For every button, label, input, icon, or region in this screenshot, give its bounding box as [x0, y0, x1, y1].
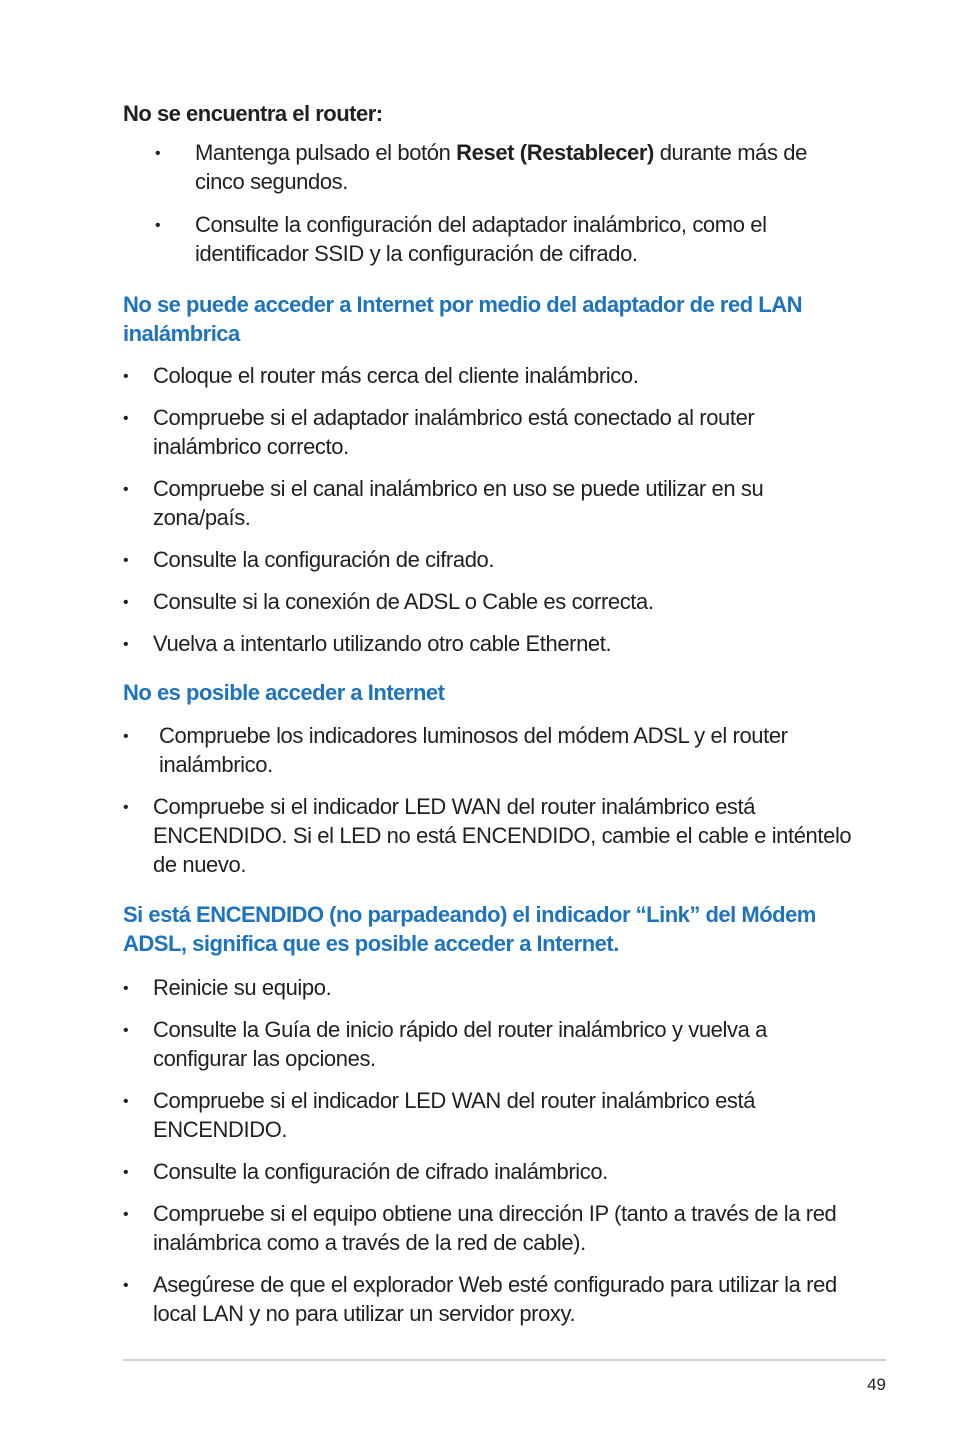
heading-no-internet: No es posible acceder a Internet: [123, 680, 445, 705]
bullet: •: [123, 1093, 129, 1110]
list-link-on: [123, 973, 853, 1328]
bullet: •: [123, 1277, 129, 1294]
list-item: • Consulte la Guía de inicio rápido del router inalámbrico y vuelva a configurar las opciones.: [123, 1017, 767, 1071]
list-item: • Consulte la configuración de cifrado.: [123, 545, 853, 574]
bullet: •: [123, 594, 129, 611]
list-item: • Compruebe si el equipo obtiene una dirección IP (tanto a través de la red inalámbrica como a través de la red de cable).: [123, 1201, 837, 1255]
list-item: • Compruebe si el indicador LED WAN del router inalámbrico está ENCENDIDO.: [123, 1088, 756, 1142]
bullet: •: [123, 636, 129, 653]
page-content: [123, 99, 853, 1328]
list-item: • Compruebe los indicadores luminosos del módem ADSL y el router inalámbrico.: [123, 723, 788, 777]
list-item: • Consulte si la conexión de ADSL o Cable es correcta.: [123, 587, 853, 616]
list-item: • Compruebe si el adaptador inalámbrico está conectado al router inalámbrico correcto.: [123, 405, 755, 459]
bullet: •: [123, 1022, 129, 1039]
list-item: • Reinicie su equipo.: [123, 973, 853, 1002]
bullet: •: [123, 1206, 129, 1223]
bullet: •: [123, 552, 129, 569]
reset-button-label: Reset (Restablecer): [456, 140, 654, 165]
list-item: • Consulte la configuración de cifrado inalámbrico.: [123, 1157, 853, 1186]
footer-divider: [123, 1359, 886, 1361]
list-item: • Vuelva a intentarlo utilizando otro cable Ethernet.: [123, 629, 853, 658]
bullet: •: [123, 980, 129, 997]
page-number: 49: [867, 1375, 886, 1394]
bullet: •: [123, 728, 129, 745]
list-item: • Asegúrese de que el explorador Web esté configurado para utilizar la red local LAN y no para utilizar un servidor proxy.: [123, 1272, 837, 1326]
bullet: •: [123, 481, 129, 498]
list-no-internet: [123, 721, 853, 879]
bullet: •: [155, 145, 161, 162]
heading-link-on: Si está ENCENDIDO (no parpadeando) el indicador “Link” del Módem ADSL, significa que es posible acceder a Internet.: [123, 902, 816, 956]
list-item: • Mantenga pulsado el botón Reset (Restablecer) durante más de cinco segundos.: [155, 140, 807, 194]
list-item: • Coloque el router más cerca del cliente inalámbrico.: [123, 361, 853, 390]
bullet: •: [123, 1164, 129, 1181]
bullet: •: [123, 368, 129, 385]
list-item: • Compruebe si el indicador LED WAN del router inalámbrico está ENCENDIDO. Si el LED no está ENCENDIDO, cambie el cable e inténtelo de nuevo.: [123, 794, 852, 877]
list-router-not-found: [123, 138, 853, 268]
list-item: • Compruebe si el canal inalámbrico en uso se puede utilizar en su zona/país.: [123, 476, 764, 530]
bullet: •: [155, 217, 161, 234]
list-item: • Consulte la configuración del adaptador inalámbrico, como el identificador SSID y la configuración de cifrado.: [155, 212, 767, 266]
bullet: •: [123, 799, 129, 816]
heading-router-not-found: No se encuentra el router:: [123, 101, 383, 126]
heading-no-internet-wireless: No se puede acceder a Internet por medio del adaptador de red LAN inalámbrica: [123, 292, 802, 346]
bullet: •: [123, 410, 129, 427]
list-no-internet-wireless: [123, 361, 853, 658]
